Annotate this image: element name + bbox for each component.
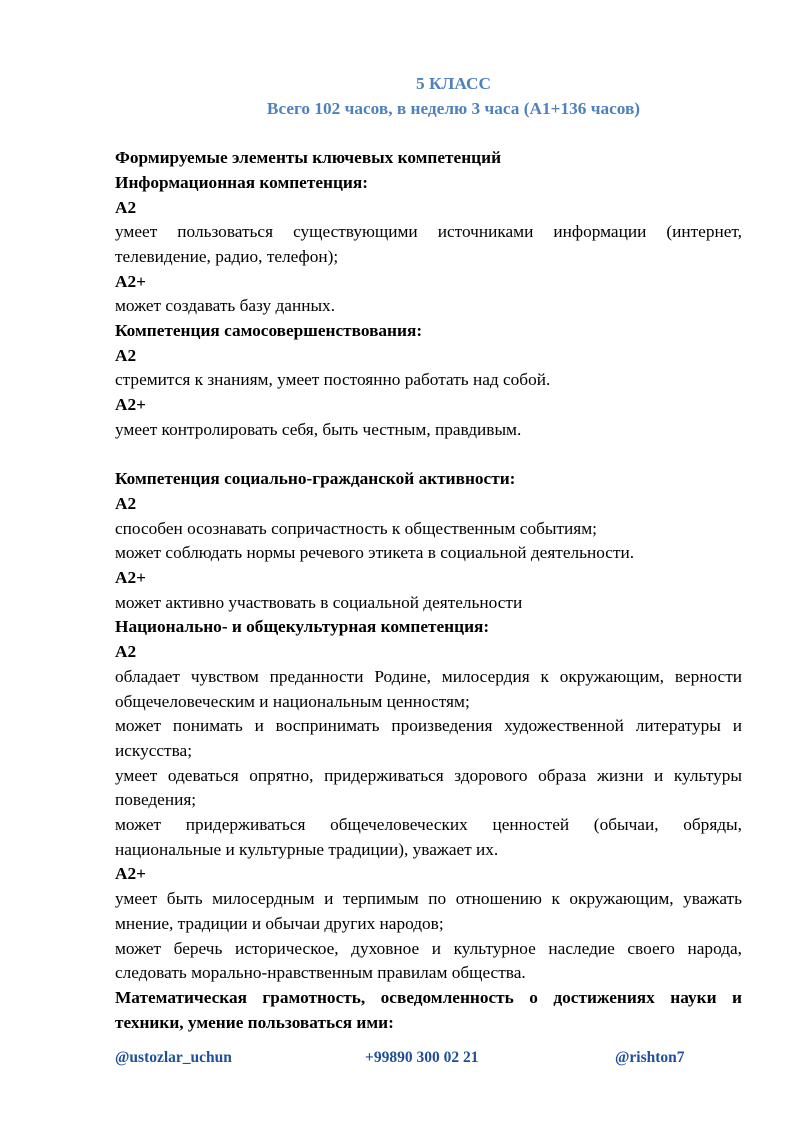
self-a2-text: стремится к знаниям, умеет постоянно работать над собой. <box>115 370 551 390</box>
document-page <box>115 72 742 1035</box>
info-a2-text: умеет пользоваться существующими источниками информации (интернет, телевидение, радио, телефон); <box>115 222 742 266</box>
social-a2-text-1: способен осознавать сопричастность к общественным событиям; <box>115 518 597 538</box>
spacer <box>115 443 742 468</box>
culture-heading: Национально- и общекультурная компетенция: <box>115 617 490 637</box>
culture-a2-text-1: обладает чувством преданности Родине, милосердия к окружающим, верности общечеловеческим и национальным ценностям; <box>115 666 742 711</box>
math-heading: Математическая грамотность, осведомленность о достижениях науки и техники, умение пользоваться ими: <box>115 987 742 1032</box>
footer-channel-handle: @rishton7 <box>615 1049 685 1066</box>
info-a2plus-text: может создавать базу данных. <box>115 296 336 316</box>
social-a2-label: А2 <box>115 493 137 513</box>
section-title: Формируемые элементы ключевых компетенций <box>115 148 502 168</box>
culture-a2-label: А2 <box>115 642 137 662</box>
info-heading: Информационная компетенция: <box>115 172 368 192</box>
info-a2-label: А2 <box>115 197 137 217</box>
culture-a2-text-4: может придерживаться общечеловеческих ценностей (обычаи, обряды, национальные и культурные традиции), уважает их. <box>115 815 742 859</box>
culture-a2-text-2: может понимать и воспринимать произведения художественной литературы и искусства; <box>115 716 742 760</box>
social-a2plus-text: может активно участвовать в социальной деятельности <box>115 592 523 612</box>
self-a2plus-text: умеет контролировать себя, быть честным, правдивым. <box>115 419 522 439</box>
social-a2-text-2: может соблюдать нормы речевого этикета в социальной деятельности. <box>115 543 635 563</box>
culture-a2plus-label: А2+ <box>115 864 146 884</box>
hours-subtitle: Всего 102 часов, в неделю 3 часа (А1+136 часов) <box>266 98 641 118</box>
spacer <box>115 121 742 146</box>
info-a2plus-label: А2+ <box>115 271 146 291</box>
page-footer <box>115 1049 742 1071</box>
footer-telegram-handle: @ustozlar_uchun <box>115 1049 232 1066</box>
self-heading: Компетенция самосовершенствования: <box>115 321 423 341</box>
self-a2plus-label: А2+ <box>115 395 146 415</box>
self-a2-label: А2 <box>115 345 137 365</box>
culture-a2-text-3: умеет одеваться опрятно, придерживаться здорового образа жизни и культуры поведения; <box>115 765 742 810</box>
social-heading: Компетенция социально-гражданской активности: <box>115 469 516 489</box>
social-a2plus-label: А2+ <box>115 568 146 588</box>
footer-phone: +99890 300 02 21 <box>365 1049 479 1066</box>
culture-a2plus-text-1: умеет быть милосердным и терпимым по отношению к окружающим, уважать мнение, традиции и обычаи других народов; <box>115 889 742 933</box>
culture-a2plus-text-2: может беречь историческое, духовное и культурное наследие своего народа, следовать морально-нравственным правилам общества. <box>115 938 742 983</box>
grade-title: 5 КЛАСС <box>416 74 491 93</box>
